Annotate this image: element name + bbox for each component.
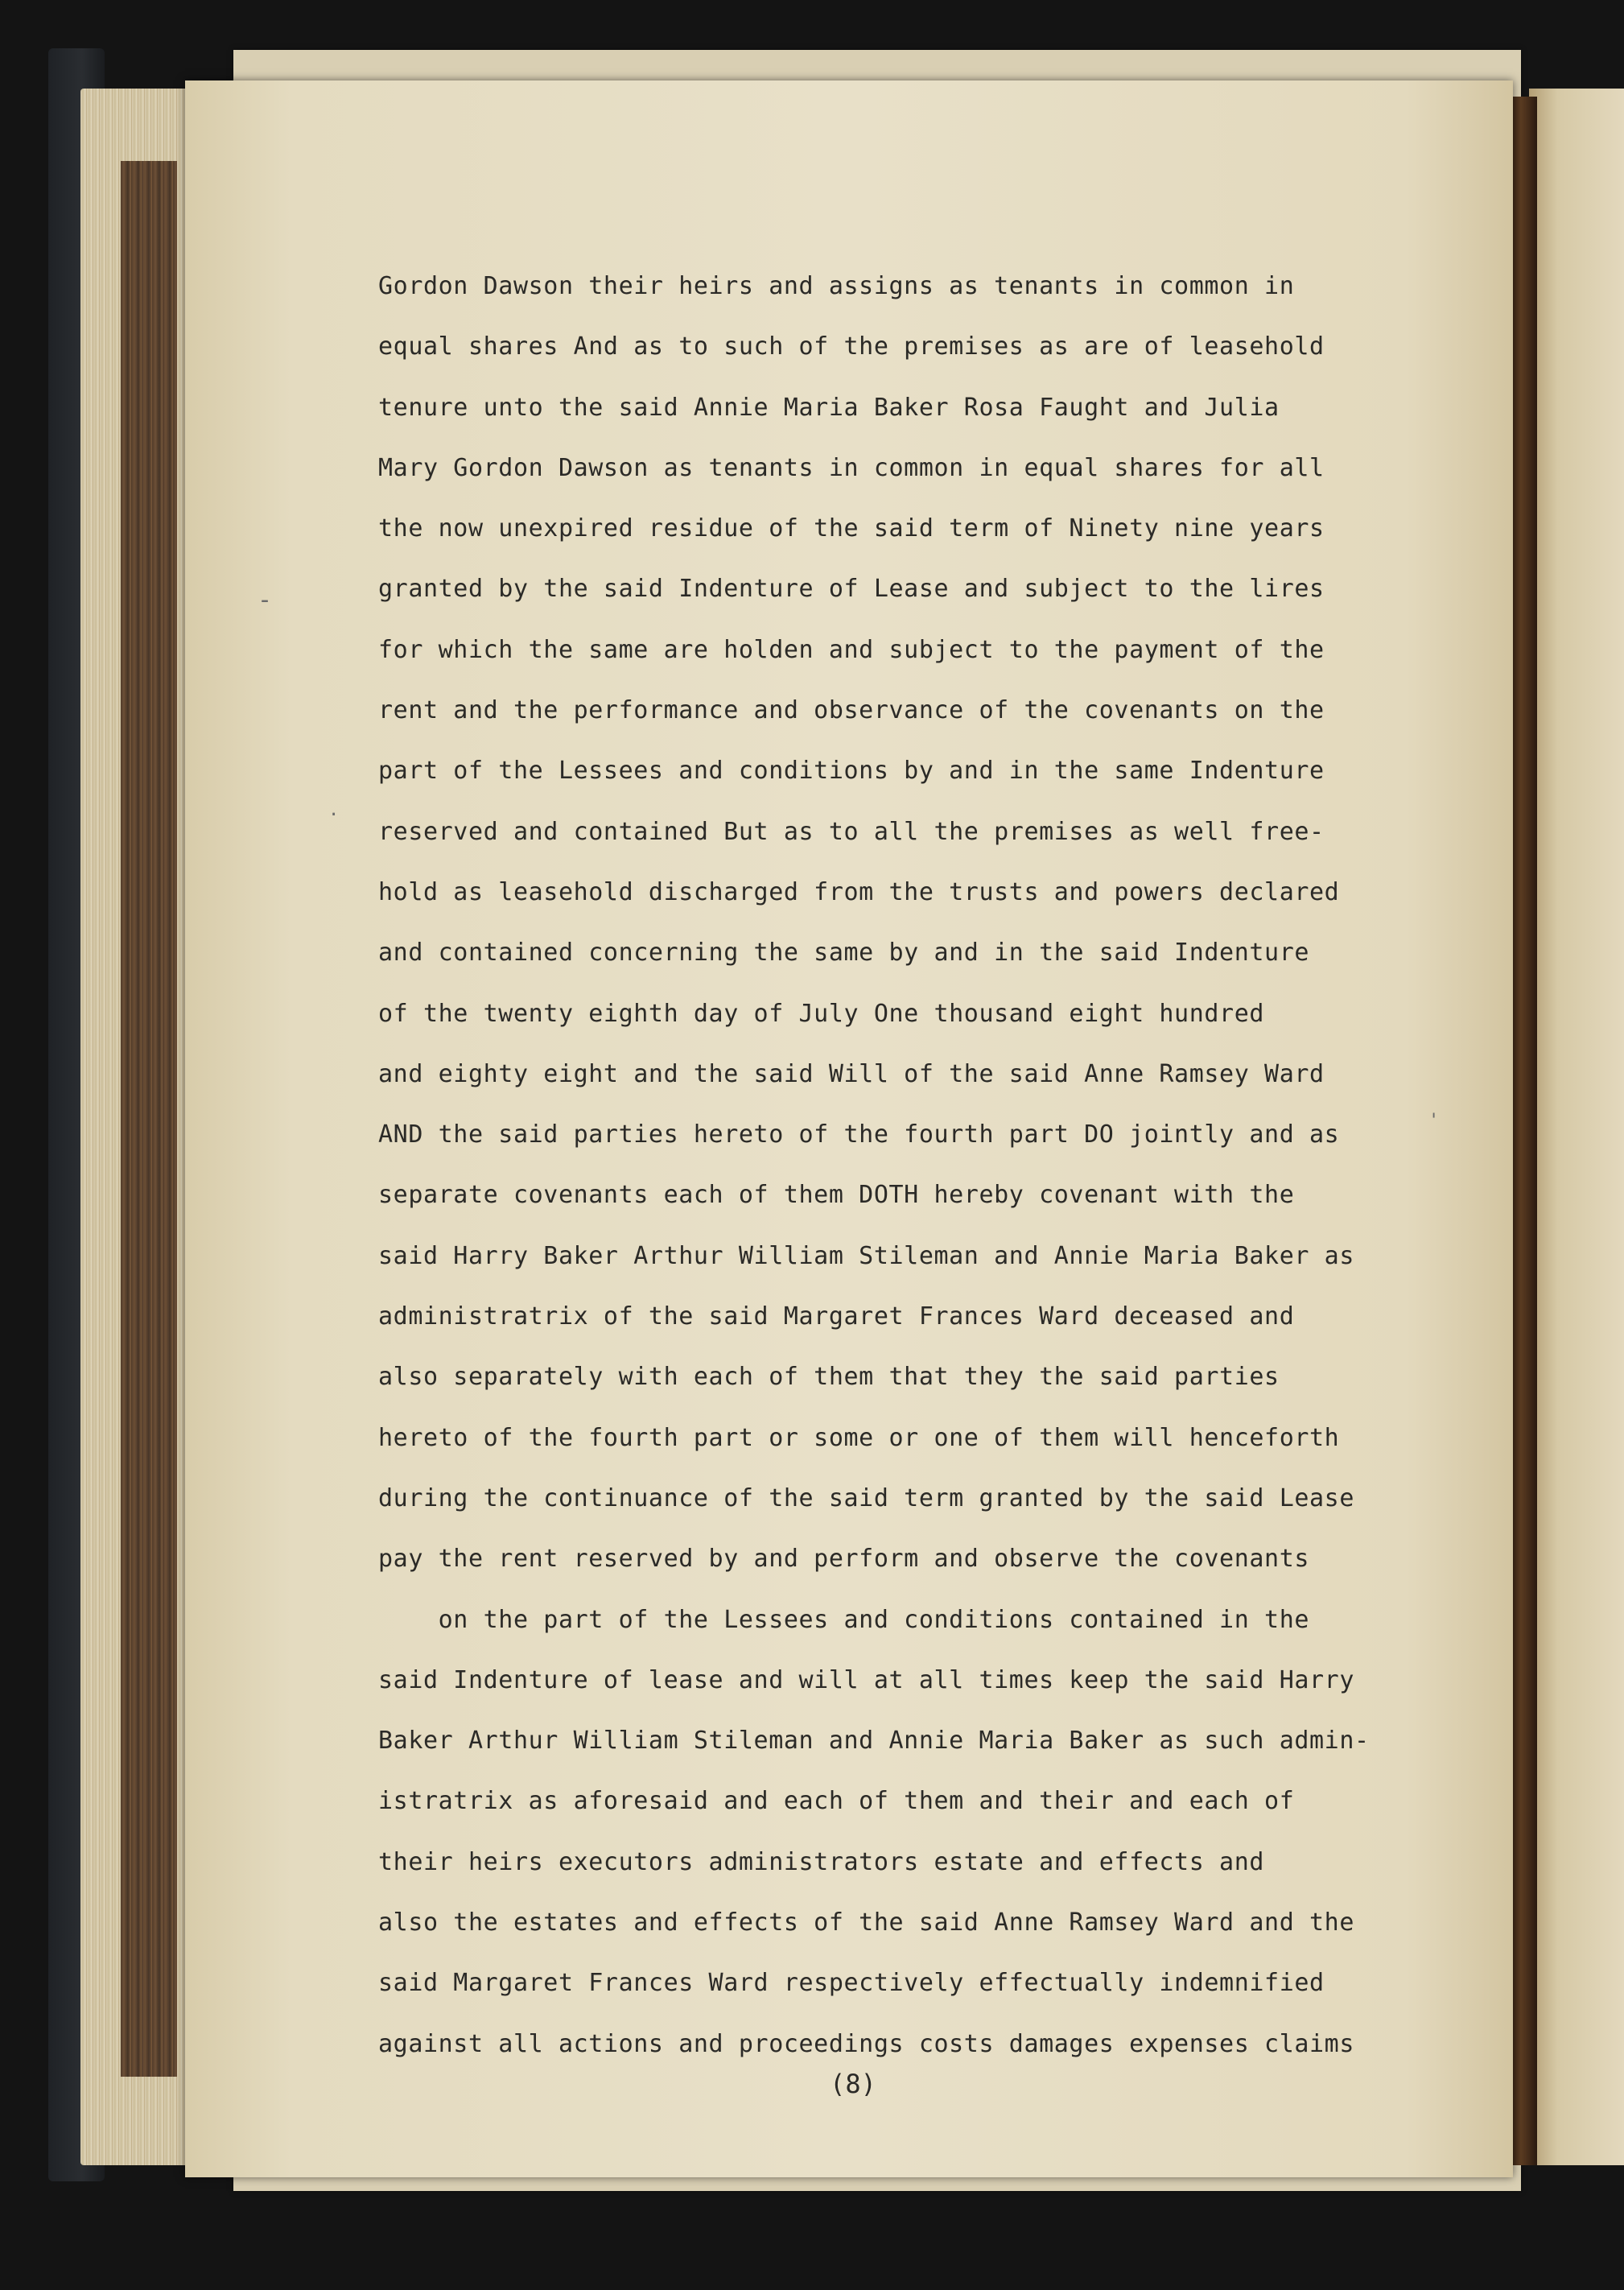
text-line: equal shares And as to such of the premises as are of leasehold	[378, 332, 1325, 361]
typed-body-text	[378, 256, 1624, 2074]
text-line: and eighty eight and the said Will of the said Anne Ramsey Ward	[378, 1059, 1325, 1088]
text-line: and contained concerning the same by and in the said Indenture	[378, 939, 1310, 968]
text-line: for which the same are holden and subject to the payment of the	[378, 635, 1325, 664]
margin-dash-mark: -	[258, 586, 273, 614]
margin-dot-mark: ·	[328, 805, 340, 825]
text-line: AND the said parties hereto of the fourth part DO jointly and as	[378, 1120, 1340, 1149]
text-line: hold as leasehold discharged from the trusts and powers declared	[378, 877, 1340, 906]
page-stack-edge	[121, 161, 177, 2077]
text-line: Gordon Dawson their heirs and assigns as tenants in common in	[378, 272, 1295, 300]
document-page	[185, 80, 1513, 2177]
text-line: against all actions and proceedings costs damages expenses claims	[378, 2029, 1354, 2058]
text-line: reserved and contained But as to all the premises as well free-	[378, 817, 1325, 846]
text-line: Baker Arthur William Stileman and Annie Maria Baker as such admin-	[378, 1727, 1370, 1756]
text-line: the now unexpired residue of the said term of Ninety nine years	[378, 514, 1325, 543]
text-line: separate covenants each of them DOTH hereby covenant with the	[378, 1181, 1295, 1210]
text-line: Mary Gordon Dawson as tenants in common in equal shares for all	[378, 453, 1325, 482]
text-line: istratrix as aforesaid and each of them and their and each of	[378, 1787, 1295, 1816]
text-line: tenure unto the said Annie Maria Baker Rosa Faught and Julia	[378, 393, 1280, 422]
text-line: administratrix of the said Margaret Frances Ward deceased and	[378, 1302, 1295, 1331]
text-line: during the continuance of the said term granted by the said Lease	[378, 1483, 1354, 1512]
text-line: said Harry Baker Arthur William Stileman and Annie Maria Baker as	[378, 1241, 1354, 1270]
text-line: granted by the said Indenture of Lease and subject to the lires	[378, 575, 1325, 604]
text-line: part of the Lessees and conditions by and in the same Indenture	[378, 757, 1325, 786]
text-line: hereto of the fourth part or some or one of them will henceforth	[378, 1423, 1340, 1452]
text-line: rent and the performance and observance of the covenants on the	[378, 696, 1325, 725]
text-line: their heirs executors administrators estate and effects and	[378, 1847, 1265, 1876]
text-line: on the part of the Lessees and conditions contained in the	[378, 1605, 1310, 1634]
text-line: also the estates and effects of the said Anne Ramsey Ward and the	[378, 1908, 1354, 1937]
text-line: said Margaret Frances Ward respectively effectually indemnified	[378, 1969, 1325, 1998]
text-line: said Indenture of lease and will at all times keep the said Harry	[378, 1665, 1354, 1694]
page-number: (8)	[830, 2069, 876, 2099]
margin-tick-mark: '	[1428, 1111, 1440, 1131]
text-line: pay the rent reserved by and perform and observe the covenants	[378, 1545, 1310, 1574]
text-line: also separately with each of them that they the said parties	[378, 1363, 1280, 1392]
text-line: of the twenty eighth day of July One thousand eight hundred	[378, 999, 1265, 1028]
